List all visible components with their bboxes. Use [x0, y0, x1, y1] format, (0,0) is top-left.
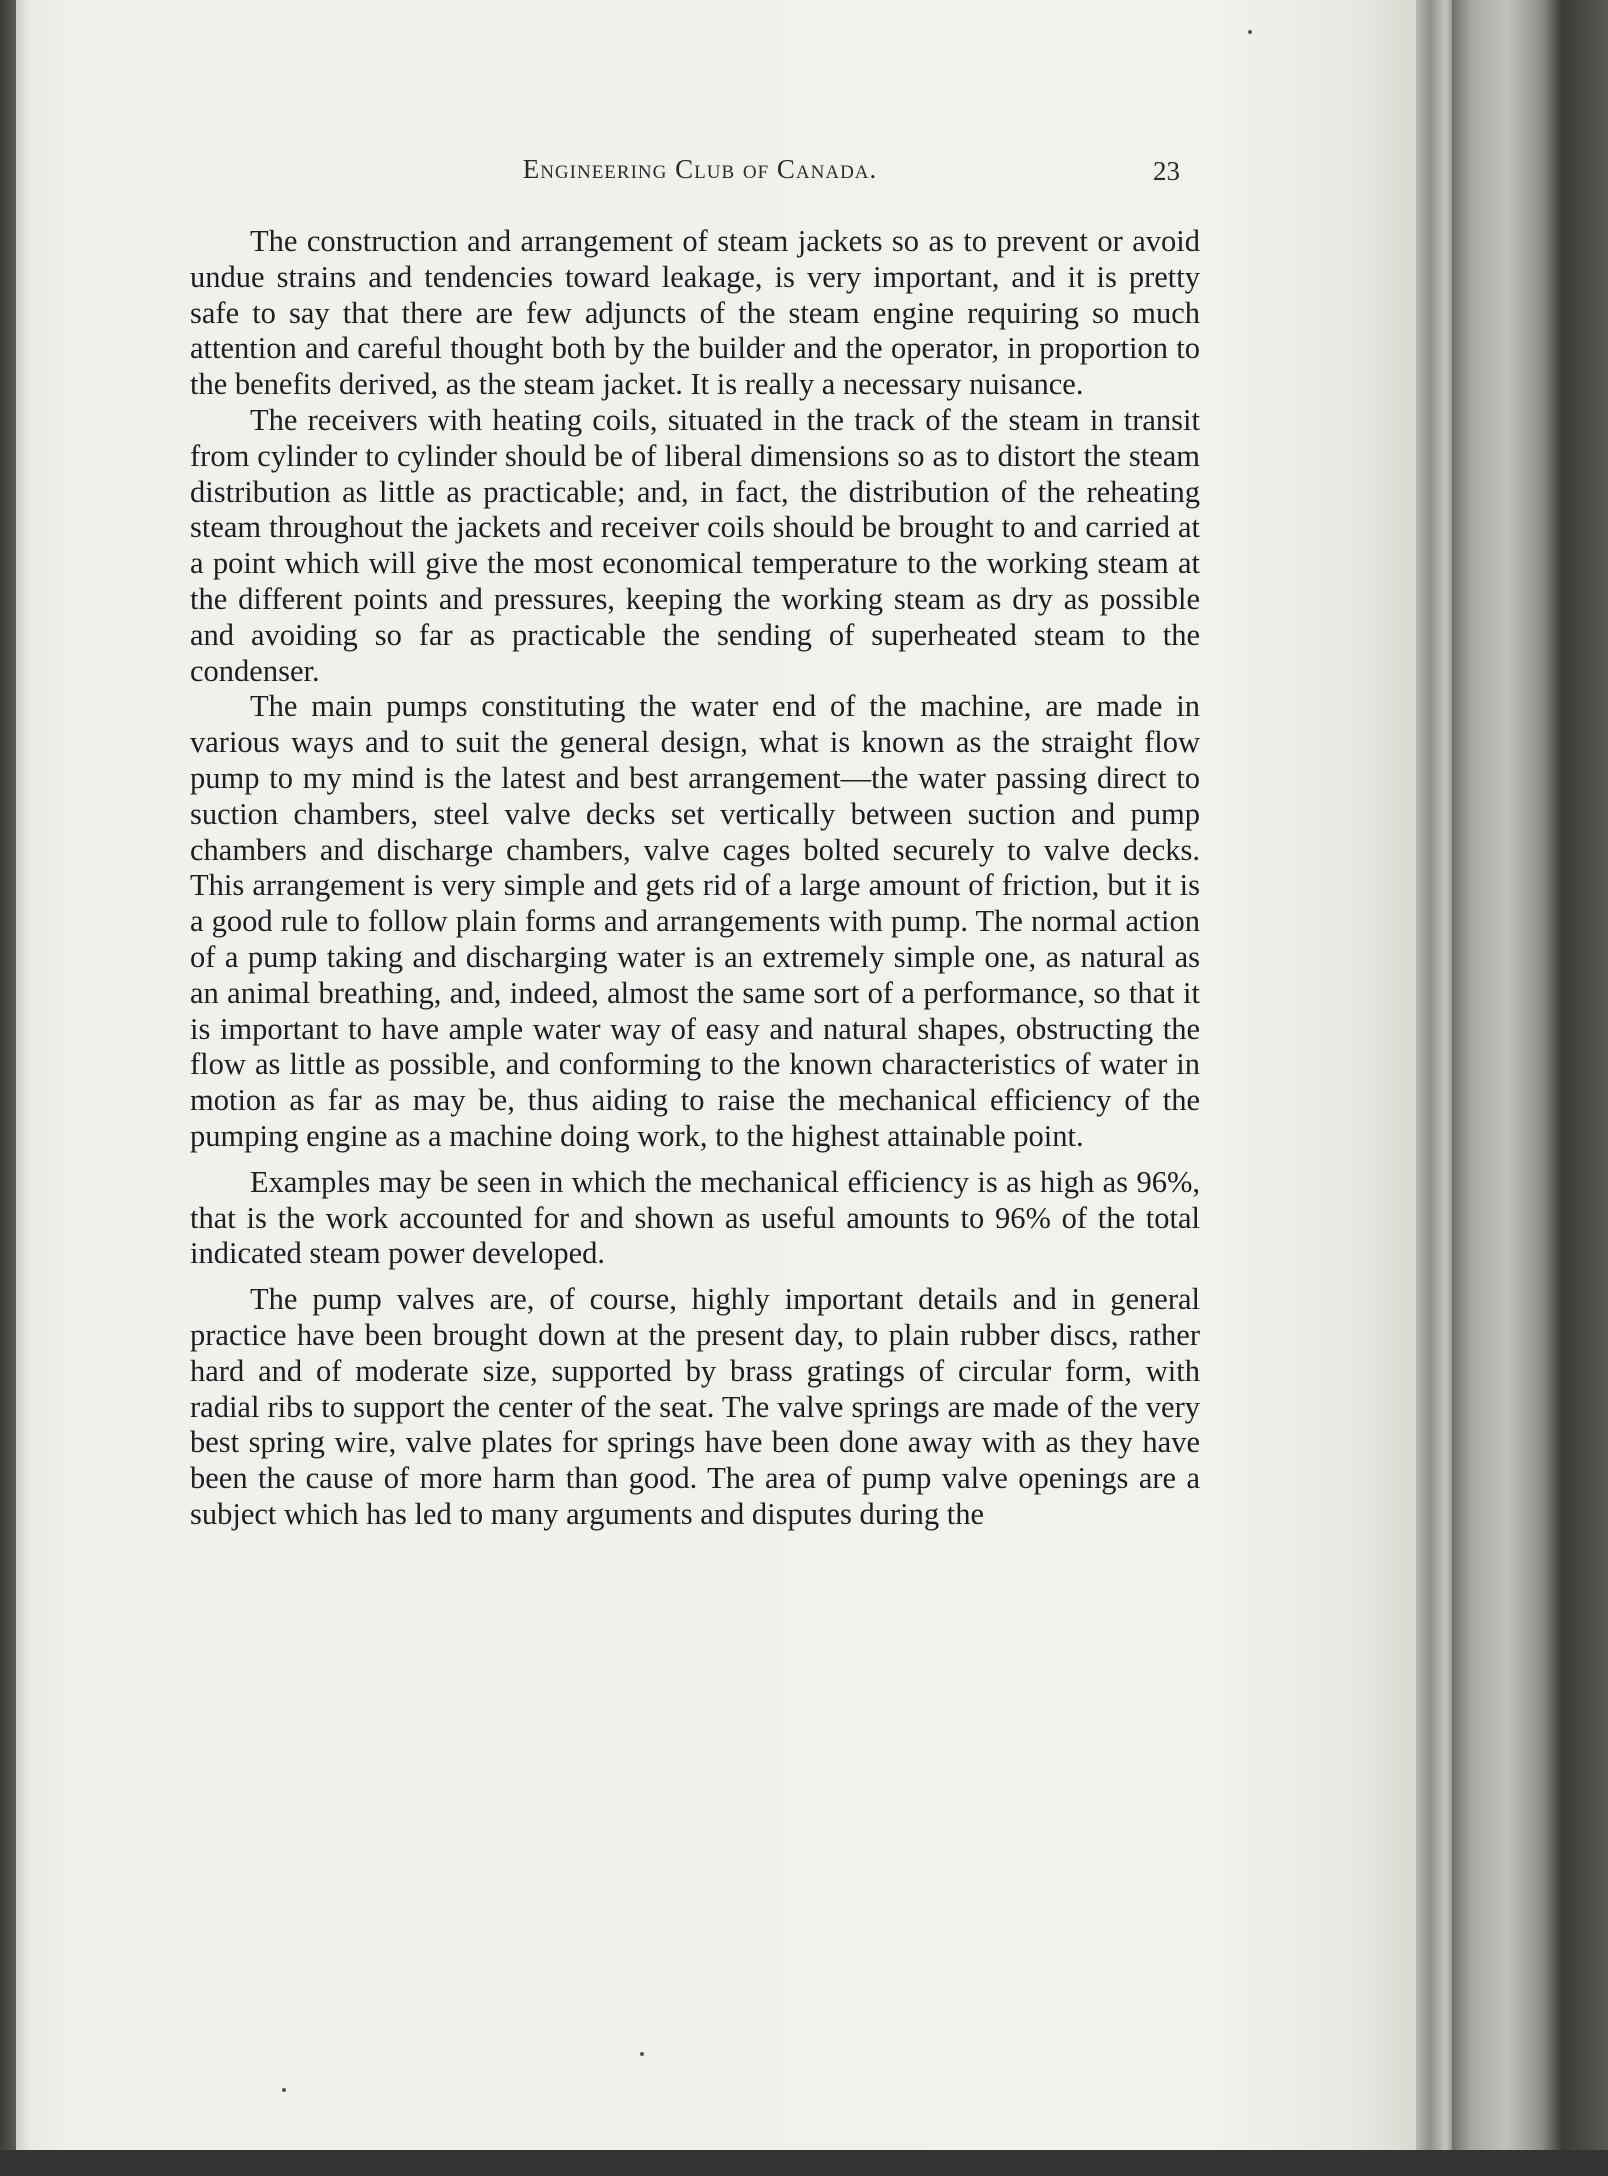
page-header — [190, 154, 1210, 194]
paragraph: The receivers with heating coils, situated in the track of the steam in transit from cylinder to cylinder should be of liberal dimensions so as to distort the steam distribution as little as practicable; and, in fact, the distribution of the reheating steam throughout the jackets and receiver coils should be brought to and carried at a point which will give the most economical temperature to the working steam at the different points and pressures, keeping the working steam as dry as possible and avoiding so far as practicable the sending of superheated steam to the condenser. — [190, 402, 1200, 688]
running-head: Engineering Club of Canada. — [522, 154, 878, 184]
paragraph: The main pumps constituting the water end of the machine, are made in various ways and to suit the general design, what is known as the straight flow pump to my mind is the latest and best arrangement—the water passing direct to suction chambers, steel valve decks set vertically between suction and pump chambers and discharge chambers, valve cages bolted securely to valve decks. This arrangement is very simple and gets rid of a large amount of friction, but it is a good rule to follow plain forms and arrangements with pump. The normal action of a pump taking and discharging water is an extremely simple one, as natural as an animal breathing, and, indeed, almost the same sort of a performance, so that it is important to have ample water way of easy and natural shapes, obstructing the flow as little as possible, and conforming to the known characteristics of water in motion as far as may be, thus aiding to raise the mechanical efficiency of the pumping engine as a machine doing work, to the highest attainable point. — [190, 689, 1200, 1153]
paragraph: The pump valves are, of course, highly important details and in general practice have been brought down at the present day, to plain rubber discs, rather hard and of moderate size, supported by brass gratings of circular form, with radial ribs to support the center of the seat. The valve springs are made of the very best spring wire, valve plates for springs have been done away with as they have been the cause of more harm than good. The area of pump valve openings are a subject which has led to many arguments and disputes during the — [190, 1282, 1200, 1531]
dust-speck — [282, 2088, 286, 2092]
body-text — [190, 224, 1200, 1533]
page-left-edge — [0, 0, 16, 2176]
page-number: 23 — [1153, 156, 1180, 186]
paragraph: The construction and arrangement of steam jackets so as to prevent or avoid undue strains and tendencies toward leakage, is very important, and it is pretty safe to say that there are few adjuncts of the steam engine requiring so much attention and careful thought both by the builder and the operator, in proportion to the benefits derived, as the steam jacket. It is really a necessary nuisance. — [190, 224, 1200, 402]
paragraph: Examples may be seen in which the mechanical efficiency is as high as 96%, that is the work accounted for and shown as useful amounts to 96% of the total indicated steam power developed. — [190, 1164, 1200, 1271]
dust-speck — [1248, 30, 1252, 34]
page-gutter — [1416, 0, 1452, 2176]
dust-speck — [640, 2052, 644, 2056]
book-spine — [1452, 0, 1608, 2176]
bottom-edge — [0, 2150, 1608, 2176]
